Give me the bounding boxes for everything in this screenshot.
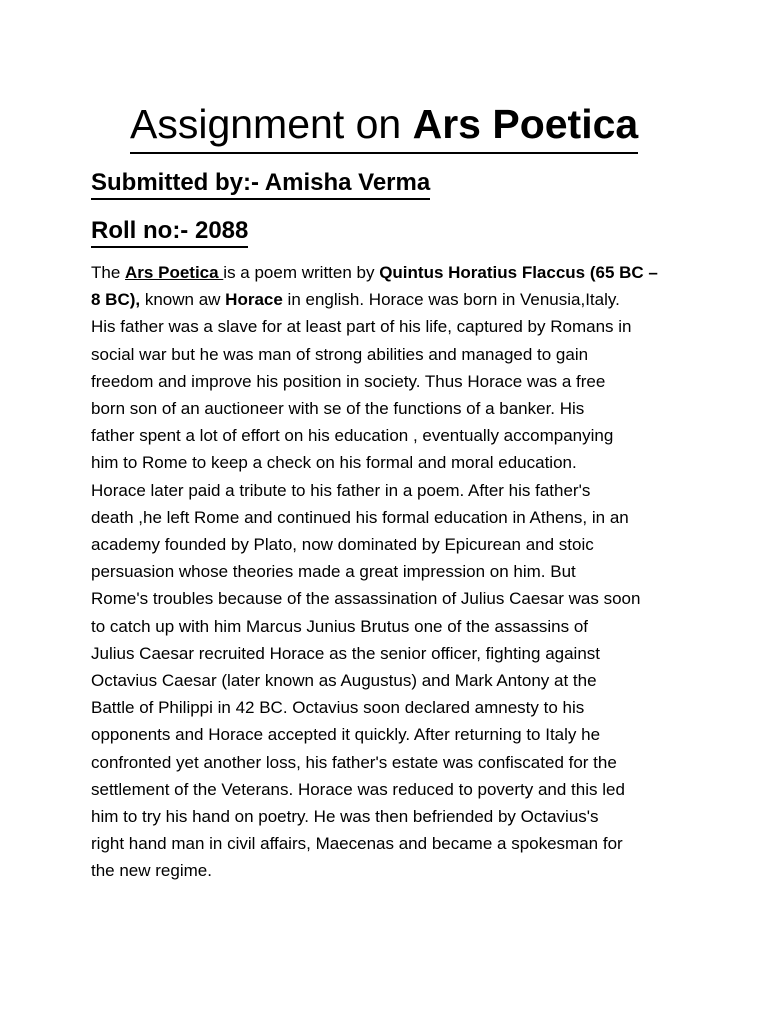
roll-number: Roll no:- 2088 — [91, 216, 248, 248]
body-line: death ,he left Rome and continued his formal education in Athens, in an — [91, 507, 629, 527]
body-line: freedom and improve his position in society. Thus Horace was a free — [91, 371, 606, 391]
body-line: His father was a slave for at least part of his life, captured by Romans in — [91, 317, 632, 337]
body-line: Battle of Philippi in 42 BC. Octavius soon declared amnesty to his — [91, 698, 585, 718]
body-text-fragment: is a poem written by — [223, 263, 380, 282]
body-line: Horace later paid a tribute to his father in a poem. After his father's — [91, 480, 591, 500]
author-name: Quintus Horatius Flaccus (65 BC – — [379, 263, 658, 282]
page-title — [130, 96, 638, 154]
body-line: Octavius Caesar (later known as Augustus) and Mark Antony at the — [91, 671, 597, 691]
body-paragraph — [91, 259, 691, 885]
body-line: born son of an auctioneer with se of the functions of a banker. His — [91, 399, 585, 419]
body-line: right hand man in civil affairs, Maecenas and became a spokesman for — [91, 834, 623, 854]
body-line: opponents and Horace accepted it quickly. After returning to Italy he — [91, 725, 601, 745]
title-emphasis: Ars Poetica — [412, 101, 639, 147]
body-line: academy founded by Plato, now dominated by Epicurean and stoic — [91, 535, 594, 555]
body-line: Rome's troubles because of the assassination of Julius Caesar was soon — [91, 589, 641, 609]
body-line: him to try his hand on poetry. He was then befriended by Octavius's — [91, 807, 599, 827]
body-line: confronted yet another loss, his father's estate was confiscated for the — [91, 752, 617, 772]
body-line: the new regime. — [91, 861, 212, 881]
body-line: settlement of the Veterans. Horace was reduced to poverty and this led — [91, 779, 625, 799]
body-line: father spent a lot of effort on his education , eventually accompanying — [91, 426, 614, 446]
body-line: Julius Caesar recruited Horace as the senior officer, fighting against — [91, 643, 601, 663]
body-line: social war but he was man of strong abilities and managed to gain — [91, 344, 589, 364]
body-line — [91, 259, 691, 286]
horace-name: Horace — [225, 290, 283, 310]
author-dates: 8 BC), — [91, 290, 141, 310]
body-text-fragment: The — [91, 263, 126, 282]
body-line — [91, 286, 691, 313]
body-text-fragment: in english. Horace was born in Venusia,Italy. — [282, 290, 620, 310]
body-text-fragment: known aw — [140, 290, 226, 310]
submitted-by: Submitted by:- Amisha Verma — [91, 168, 430, 200]
body-line: persuasion whose theories made a great impression on him. But — [91, 562, 576, 582]
body-line: to catch up with him Marcus Junius Brutus one of the assassins of — [91, 616, 589, 636]
ars-poetica-term: Ars Poetica — [125, 263, 224, 282]
title-prefix: Assignment on — [130, 101, 413, 147]
body-line: him to Rome to keep a check on his formal and moral education. — [91, 453, 577, 473]
